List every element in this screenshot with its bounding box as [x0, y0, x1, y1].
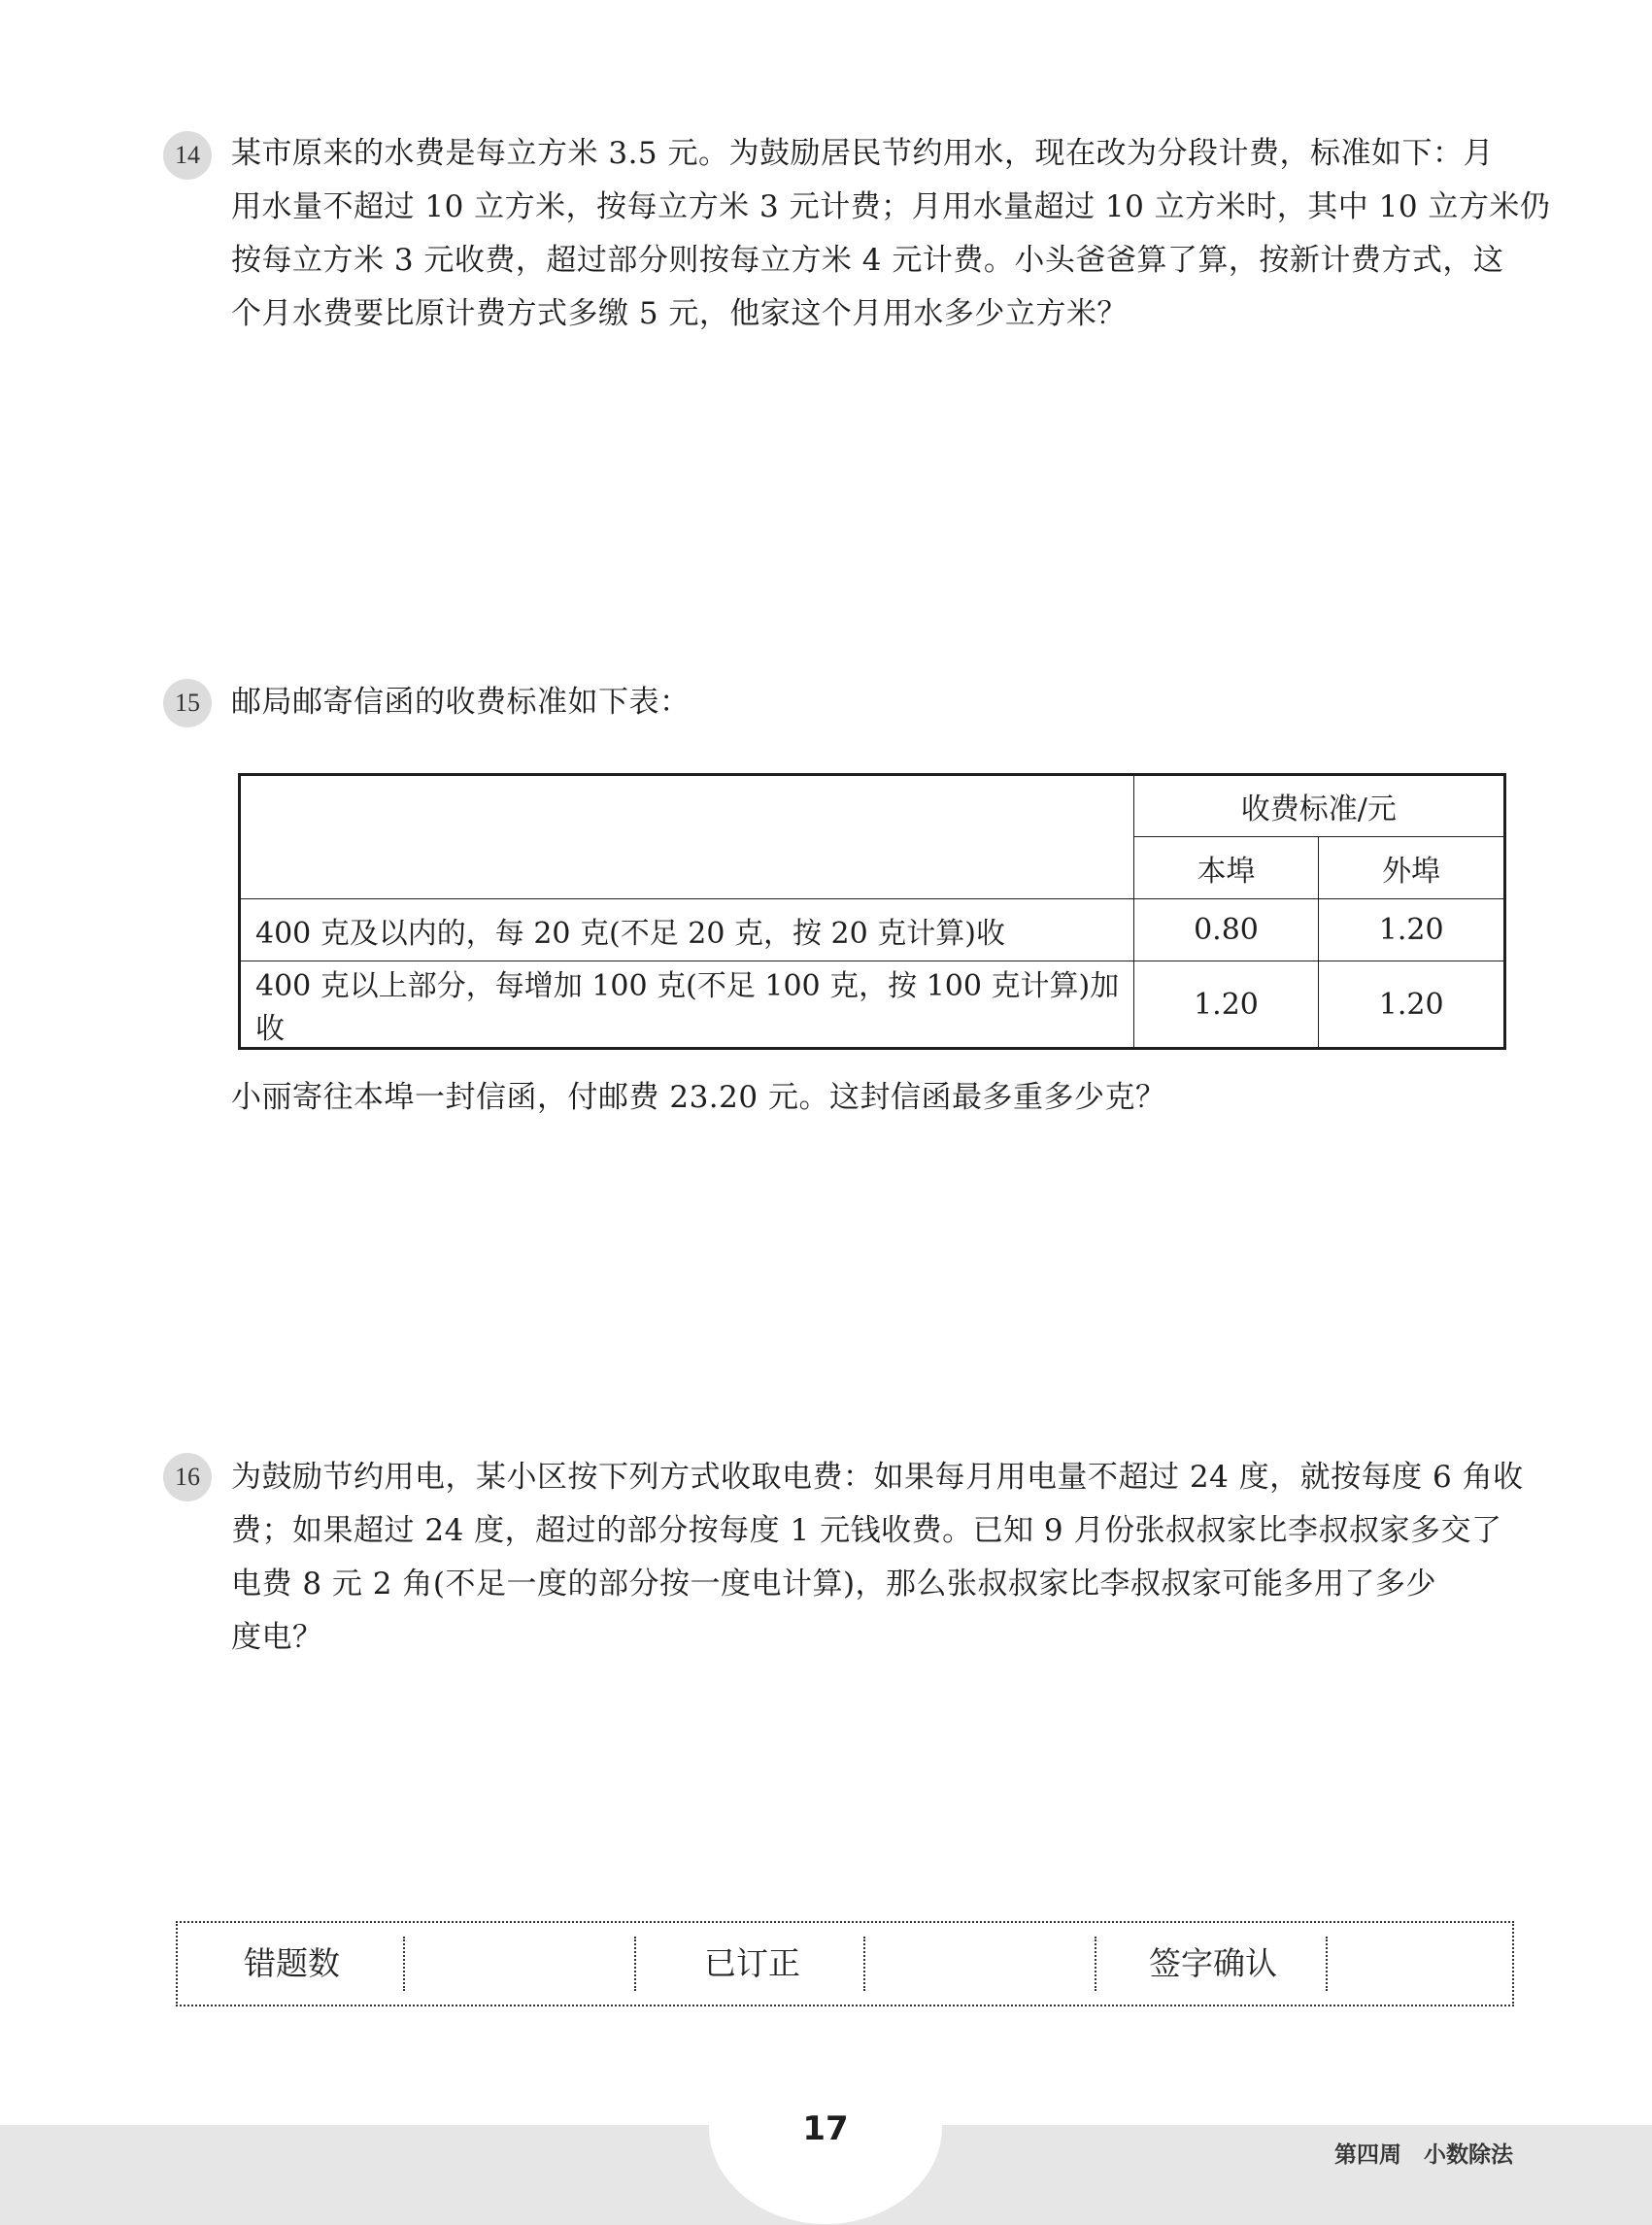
- question-14-text: [231, 127, 1551, 341]
- local-fee: 1.20: [1133, 961, 1319, 1049]
- local-header: 本埠: [1133, 837, 1319, 899]
- table-header-row: [240, 775, 1505, 837]
- dotted-divider: [1326, 1937, 1328, 1991]
- page-number: 17: [802, 2109, 849, 2148]
- corrected-label: 已订正: [704, 1944, 800, 1982]
- remote-fee: 1.20: [1319, 961, 1505, 1049]
- dotted-divider: [634, 1937, 636, 1991]
- dotted-divider: [1095, 1937, 1096, 1991]
- question-15-line: 邮局邮寄信函的收费标准如下表：: [231, 685, 691, 720]
- dotted-divider: [403, 1937, 405, 1991]
- question-14-line: 用水量不超过 10 立方米，按每立方米 3 元计费；月用水量超过 10 立方米时，其中 10 立方米仍: [231, 189, 1551, 224]
- question-14-line: 个月水费要比原计费方式多缴 5 元，他家这个月用水多少立方米？: [231, 296, 1128, 331]
- correction-confirm-bar: [176, 1921, 1514, 2006]
- row-description: 400 克及以内的，每 20 克(不足 20 克，按 20 克计算)收: [240, 899, 1134, 961]
- question-15-followup: [231, 1071, 1518, 1125]
- wrong-count-label: 错题数: [244, 1944, 340, 1982]
- dotted-divider: [863, 1937, 865, 1991]
- table-row: [240, 899, 1505, 961]
- question-number-14: 14: [163, 131, 212, 180]
- remote-header: 外埠: [1319, 837, 1505, 899]
- signature-label: 签字确认: [1149, 1944, 1277, 1982]
- question-16-line: 度电？: [231, 1620, 323, 1655]
- question-15-followup-line: 小丽寄往本埠一封信函，付邮费 23.20 元。这封信函最多重多少克？: [231, 1080, 1166, 1115]
- remote-fee: 1.20: [1319, 899, 1505, 961]
- table-corner-cell: [240, 775, 1134, 899]
- local-fee: 0.80: [1133, 899, 1319, 961]
- chapter-title: 第四周 小数除法: [1334, 2142, 1513, 2168]
- fee-standard-header: 收费标准/元: [1133, 775, 1504, 837]
- question-number-16: 16: [163, 1453, 212, 1501]
- question-16-line: 电费 8 元 2 角(不足一度的部分按一度电计算)，那么张叔叔家比李叔叔家可能多用了多少: [231, 1567, 1437, 1601]
- row-description: 400 克以上部分，每增加 100 克(不足 100 克，按 100 克计算)加收: [240, 961, 1134, 1049]
- table-row: [240, 961, 1505, 1049]
- postage-fee-table: [238, 773, 1506, 1050]
- question-16-line: 费；如果超过 24 度，超过的部分按每度 1 元钱收费。已知 9 月份张叔叔家比李叔叔家多交了: [231, 1513, 1502, 1548]
- question-14-line: 某市原来的水费是每立方米 3.5 元。为鼓励居民节约用水，现在改为分段计费，标准如下：月: [231, 136, 1495, 171]
- question-16-text: [231, 1451, 1524, 1665]
- question-14-line: 按每立方米 3 元收费，超过部分则按每立方米 4 元计费。小头爸爸算了算，按新计费方式，这: [231, 243, 1504, 278]
- question-16-line: 为鼓励节约用电，某小区按下列方式收取电费：如果每月用电量不超过 24 度，就按每度 6 角收: [231, 1460, 1524, 1495]
- question-15-text: [231, 676, 1518, 729]
- question-number-15: 15: [163, 679, 212, 727]
